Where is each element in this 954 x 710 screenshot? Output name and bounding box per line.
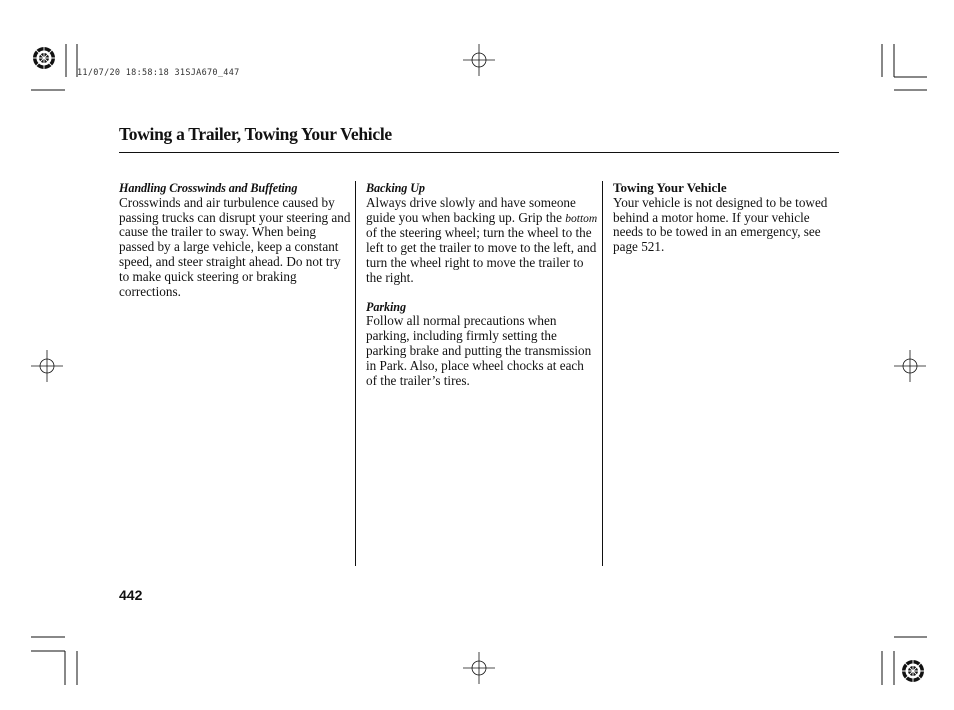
paragraph-crosswinds: Crosswinds and air turbulence caused by passing trucks can disrupt your steering and cause the trailer to sway. When being passed by a large vehicle, keep a constant speed, and steer straight ahead. Do not try to make quick steering or braking corrections. [119, 194, 351, 299]
column-left [119, 181, 351, 299]
paragraph-parking: Follow all normal precautions when parking, including firmly setting the parking brake and putting the transmission in Park. Also, place wheel chocks at each of the trailer’s tires. [366, 313, 592, 388]
page-title: Towing a Trailer, Towing Your Vehicle [119, 124, 392, 144]
column-divider-2 [602, 181, 603, 566]
heading-towing-your-vehicle: Towing Your Vehicle [613, 180, 727, 195]
column-divider-1 [355, 181, 356, 566]
registration-target-bottom [463, 652, 495, 684]
heading-parking: Parking [366, 299, 406, 314]
backing-up-text-2: of the steering wheel; turn the wheel to the left to get the trailer to move to the left, and turn the wheel right to move the trailer to the right. [366, 225, 597, 285]
column-middle [366, 181, 598, 388]
page-number: 442 [119, 587, 143, 603]
column-right [613, 181, 838, 255]
starburst-mark-top-left [33, 47, 55, 69]
title-underline [119, 152, 839, 153]
registration-target-right [894, 350, 926, 382]
starburst-mark-bottom-right [902, 660, 924, 682]
paragraph-backing-up [366, 196, 598, 286]
registration-target-left [31, 350, 63, 382]
emphasis-bottom: bottom [565, 212, 598, 225]
registration-target-top [463, 44, 495, 76]
print-timestamp: 11/07/20 18:58:18 31SJA670_447 [77, 68, 240, 78]
heading-backing-up: Backing Up [366, 181, 425, 195]
paragraph-towing-your-vehicle: Your vehicle is not designed to be towed behind a motor home. If your vehicle needs to be towed in an emergency, see page 521. [613, 194, 828, 255]
backing-up-text-1: Always drive slowly and have someone guide you when backing up. Grip the [366, 194, 576, 225]
heading-crosswinds: Handling Crosswinds and Buffeting [119, 181, 298, 195]
